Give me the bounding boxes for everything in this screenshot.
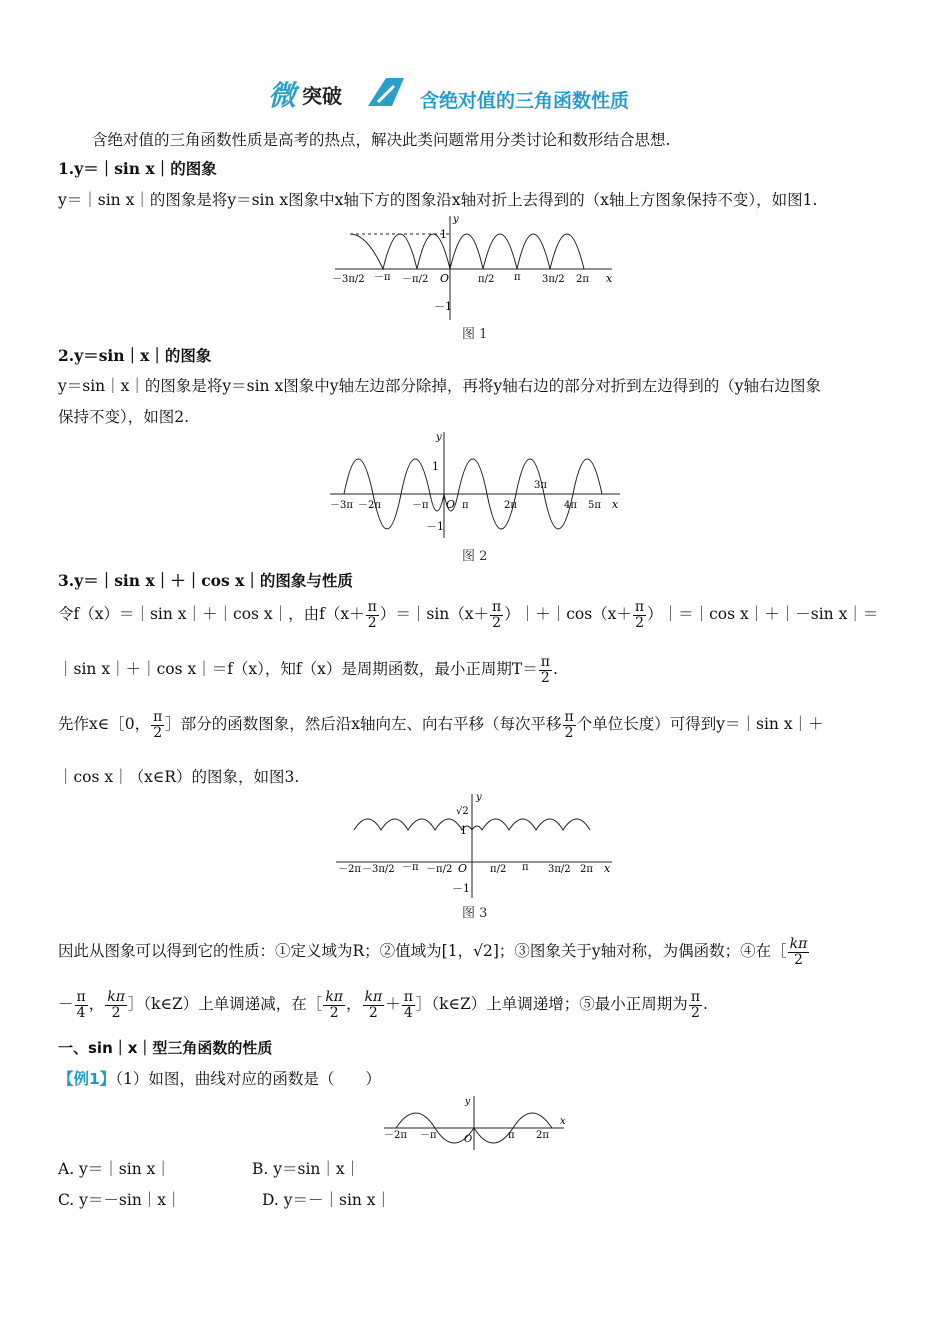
figure-1 [330, 212, 620, 324]
fig2-x-label: x [612, 498, 619, 511]
fig2-tick-7: 5π [588, 500, 601, 511]
fig3-tick-7: 2π [580, 864, 593, 875]
fig1-ticks [332, 272, 589, 285]
fig4-origin: O [464, 1134, 473, 1145]
intro-text: 含绝对值的三角函数性质是高考的热点，解决此类问题常用分类讨论和数形结合思想. [92, 131, 671, 149]
option-b[interactable]: B. y＝sin｜x｜ [252, 1160, 361, 1178]
fig4-tick-1: －π [420, 1130, 437, 1141]
fig1-tick-5: 3π/2 [542, 274, 565, 285]
part1-heading: 一、sin｜x｜型三角函数的性质 [58, 1039, 273, 1057]
fig2-tick-3: π [462, 500, 469, 511]
fig3-tick-1: －3π/2 [362, 864, 395, 875]
fig3-origin: O [458, 862, 468, 875]
fig2-y1: 1 [432, 460, 439, 473]
fig2-origin: O [446, 498, 456, 511]
s3-heading: 3.y＝｜sin x｜＋｜cos x｜的图象与性质 [58, 571, 353, 590]
s3-props-1: 因此从图象可以得到它的性质：①定义域为R；②值域为[1，√2]；③图象关于y轴对称，为偶函数；④在［ $\frac{k\pi}{2}$ [58, 936, 808, 968]
logo-tupo: 突破 [302, 84, 342, 108]
fig3-ysqrt: √2 [456, 806, 469, 817]
fig1-tick-2: －π/2 [402, 274, 429, 285]
fig4-x-label: x [560, 1116, 566, 1127]
figure-3 [334, 790, 618, 902]
logo-wei: 微 [268, 79, 297, 112]
fig4-tick-0: －2π [384, 1130, 407, 1141]
fig1-tick-4: π [514, 272, 521, 283]
fig2-tick-0: －3π [330, 500, 353, 511]
fig3-x-label: x [604, 862, 611, 875]
s1-body: y＝｜sin x｜的图象是将y＝sin x图象中x轴下方的图象沿x轴对折上去得到的（x轴上方图象保持不变），如图1. [58, 191, 818, 209]
example-1: 【例1】（1）如图，曲线对应的函数是（ ） [58, 1070, 381, 1088]
fig4-y-label: y [465, 1097, 471, 1107]
s2-body-1: y＝sin｜x｜的图象是将y＝sin x图象中y轴左边部分除掉，再将y轴右边的部分对折到左边得到的（y轴右边图象 [58, 377, 821, 395]
fig4-tick-2: π [508, 1130, 515, 1141]
fig3-tick-2: －π [402, 862, 419, 873]
fig1-x-label: x [606, 272, 613, 285]
fig3-tick-3: －π/2 [426, 864, 453, 875]
fig2-caption: 图 2 [462, 549, 488, 564]
fig1-caption: 图 1 [462, 327, 488, 342]
s3-line-1: 令f（x）＝｜sin x｜＋｜cos x｜，由f（x＋ $\frac{\pi}{2}$ ）＝｜sin（x＋ $\frac{\pi}{2}$ ）｜＋｜cos（x＋ $\frac{\pi}{2}$ ）｜＝｜cos x｜＋｜－sin x｜＝ [58, 599, 879, 631]
section-header [268, 72, 698, 112]
s3-line-3: 先作x∈［0， $\frac{\pi}{2}$ ］部分的函数图象，然后沿x轴向左、向右平移（每次平移 $\frac{\pi}{2}$ 个单位长度）可得到y＝｜sin x｜＋ [58, 709, 824, 741]
fig2-y-label: y [436, 432, 442, 443]
fig1-tick-1: －π [374, 272, 391, 283]
fig3-y-label: y [476, 792, 482, 803]
s2-body-2: 保持不变），如图2. [58, 408, 190, 426]
fig1-y1: 1 [440, 228, 447, 241]
fig3-yn1: －1 [452, 882, 470, 895]
fig1-y-label: y [453, 214, 459, 225]
option-a[interactable]: A. y＝｜sin x｜ [58, 1160, 171, 1178]
fig3-caption: 图 3 [462, 906, 488, 921]
s3-props-2: － $\frac{\pi}{4}$ ， $\frac{k\pi}{2}$ ］（k∈Z）上单调递减，在［ $\frac{k\pi}{2}$ ， $\frac{k\pi}{2}$ ＋ $\frac{\pi}{4}$ ］（k∈Z）上单调递增；⑤最小正周期为 $\frac{\pi}{2}$ . [58, 989, 708, 1021]
s1-heading: 1.y＝｜sin x｜的图象 [58, 159, 217, 178]
logo-arrow-icon [364, 72, 410, 110]
fig2-tick-5: 3π [534, 480, 547, 491]
fig2-tick-1: －2π [358, 500, 381, 511]
fig2-tick-2: －π [412, 500, 429, 511]
fig2-tick-4: 2π [504, 500, 517, 511]
fig3-tick-5: π [522, 862, 529, 873]
option-c[interactable]: C. y＝－sin｜x｜ [58, 1191, 182, 1209]
fig1-origin: O [440, 272, 450, 285]
s3-line-2: ｜sin x｜＋｜cos x｜＝f（x），知f（x）是周期函数，最小正周期T＝ $\frac{\pi}{2}$ . [58, 654, 558, 686]
fig1-tick-0: －3π/2 [332, 274, 365, 285]
fig3-tick-4: π/2 [490, 864, 507, 875]
fig4-tick-3: 2π [536, 1130, 549, 1141]
option-d[interactable]: D. y＝－｜sin x｜ [262, 1191, 392, 1209]
fig3-y1: 1 [460, 824, 467, 837]
s3-line-4: ｜cos x｜（x∈R）的图象，如图3. [58, 768, 300, 786]
example-tag: 【例1】 [58, 1070, 116, 1088]
figure-2 [328, 428, 624, 542]
page-title: 含绝对值的三角函数性质 [420, 90, 630, 112]
fig3-tick-6: 3π/2 [548, 864, 571, 875]
fig1-tick-6: 2π [576, 274, 589, 285]
s2-heading: 2.y＝sin｜x｜的图象 [58, 346, 212, 365]
fig3-tick-0: －2π [338, 864, 361, 875]
fig2-yn1: －1 [426, 520, 444, 533]
fig2-tick-6: 4π [564, 500, 577, 511]
fig1-tick-3: π/2 [478, 274, 495, 285]
fig1-yn1: －1 [434, 300, 452, 313]
figure-4 [380, 1092, 570, 1154]
